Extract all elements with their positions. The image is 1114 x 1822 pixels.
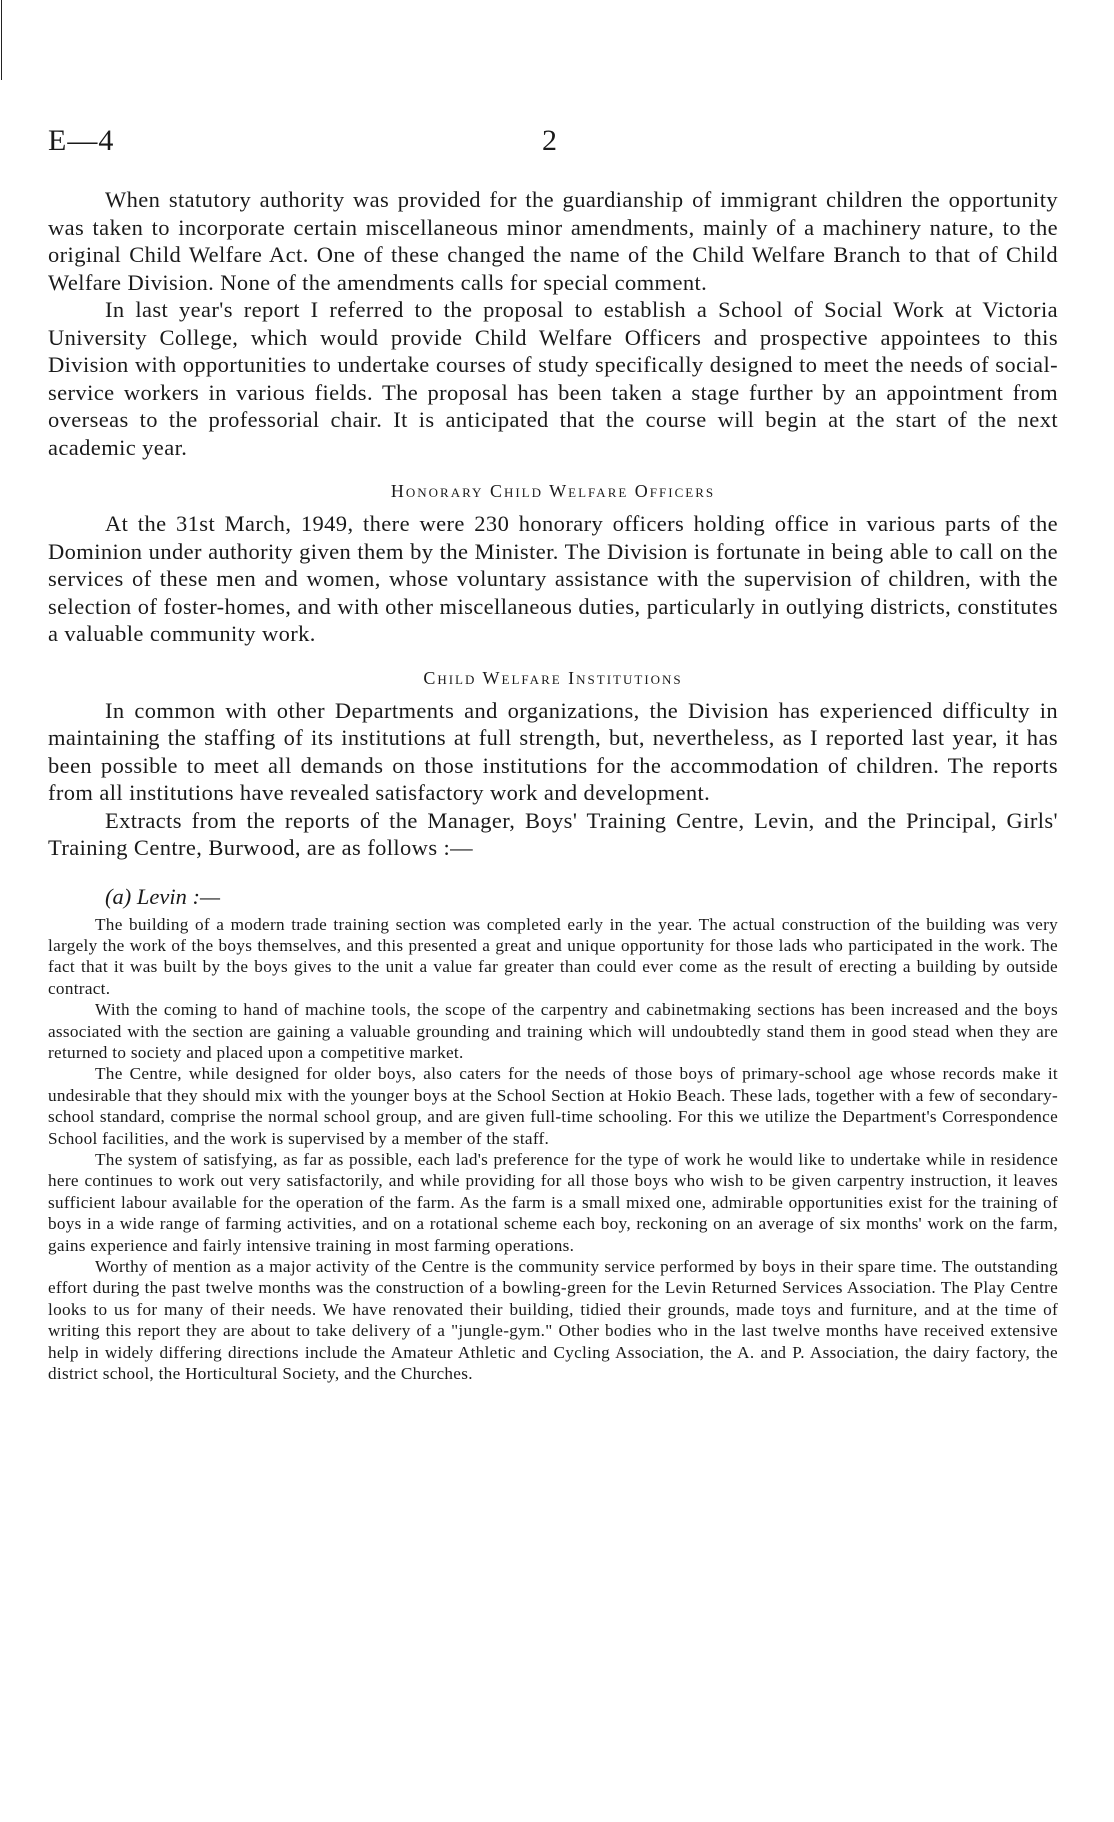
levin-paragraph-machine-tools: With the coming to hand of machine tools, the scope of the carpentry and cabinetmaking sections has been increased and the boys associated with the section are gaining a valuable grounding and training which will undoubtedly stand them in good stead when they are returned to society and placed upon a competitive market. — [48, 1000, 1058, 1062]
levin-paragraph-community-service: Worthy of mention as a major activity of the Centre is the community service performed by boys in their spare time. The outstanding effort during the past twelve months was the construction of a bowling-green for the Levin Returned Services Association. The Play Centre looks to us for many of their needs. We have renovated their building, tidied their grounds, made toys and furniture, and at the time of writing this report they are about to take delivery of a "jungle-gym." Other bodies who in the last twelve months have received extensive help in widely differing directions include the Amateur Athletic and Cycling Association, the A. and P. Association, the dairy factory, the district school, the Horticultural Society, and the Churches. — [48, 1257, 1058, 1384]
document-reference: E—4 — [48, 124, 115, 157]
levin-paragraph-farm-training: The system of satisfying, as far as possible, each lad's preference for the type of work he would like to undertake while in residence here continues to work out very satisfactorily, and while providing for all those boys who wish to be given carpentry instruction, it leaves sufficient labour available for the operation of the farm. As the farm is a small mixed one, admirable opportunities exist for the training of boys in a wide range of farming activities, and on a rotational scheme each boy, reckoning on an average of six months' work on the farm, gains experience and fairly intensive training in most farming operations. — [48, 1149, 1058, 1255]
section-heading-honorary-officers: Honorary Child Welfare Officers — [390, 481, 716, 501]
page-edge-line — [1, 0, 2, 80]
section-heading-institutions: Child Welfare Institutions — [423, 667, 683, 688]
institutions-paragraph-staffing: In common with other Departments and organizations, the Division has experienced difficulty in maintaining the staffing of its institutions at full strength, but, nevertheless, as I reported last year, it has been possible to meet all demands on those institutions for the accommodation of children. The reports from all institutions have revealed satisfactory work and development. — [48, 697, 1058, 805]
institutions-paragraph-extracts: Extracts from the reports of the Manager, Boys' Training Centre, Levin, and the Principal, Girls' Training Centre, Burwood, are as follows :— — [48, 807, 1058, 860]
honorary-officers-paragraph: At the 31st March, 1949, there were 230 honorary officers holding office in various parts of the Dominion under authority given them by the Minister. The Division is fortunate in being able to call on the services of these men and women, whose voluntary assistance with the supervision of children, with the selection of foster-homes, and with other miscellaneous duties, particularly in outlying districts, constitutes a valuable community work. — [48, 511, 1058, 646]
intro-paragraph-school-of-social-work: In last year's report I referred to the proposal to establish a School of Social Work at Victoria University College, which would provide Child Welfare Officers and prospective appointees to this Division with opportunities to undertake courses of study specifically designed to meet the needs of social-service workers in various fields. The proposal has been taken a stage further by an appointment from overseas to the professorial chair. It is anticipated that the course will begin at the start of the next academic year. — [48, 297, 1058, 460]
levin-paragraph-trade-section: The building of a modern trade training section was completed early in the year. The actual construction of the building was very largely the work of the boys themselves, and this presented a great and unique opportunity for those lads who participated in the work. The fact that it was built by the boys gives to the unit a value far greater than could ever come as the result of erecting a building by outside contract. — [48, 914, 1058, 998]
levin-paragraph-school-group: The Centre, while designed for older boys, also caters for the needs of those boys of primary-school age whose records make it undesirable that they should mix with the younger boys at the School Section at Hokio Beach. These lads, together with a few of secondary-school standard, comprise the normal school group, and are given full-time schooling. For this we utilize the Department's Correspondence School facilities, and the work is supervised by a member of the staff. — [48, 1064, 1058, 1148]
page-header — [48, 124, 1058, 164]
page-body — [48, 186, 1058, 1384]
subheading-levin: (a) Levin :— — [105, 883, 220, 909]
intro-paragraph-amendments: When statutory authority was provided for the guardianship of immigrant children the opportunity was taken to incorporate certain miscellaneous minor amendments, mainly of a machinery nature, to the original Child Welfare Act. One of these changed the name of the Child Welfare Branch to that of Child Welfare Division. None of the amendments calls for special comment. — [48, 187, 1058, 295]
page-number: 2 — [542, 124, 557, 157]
